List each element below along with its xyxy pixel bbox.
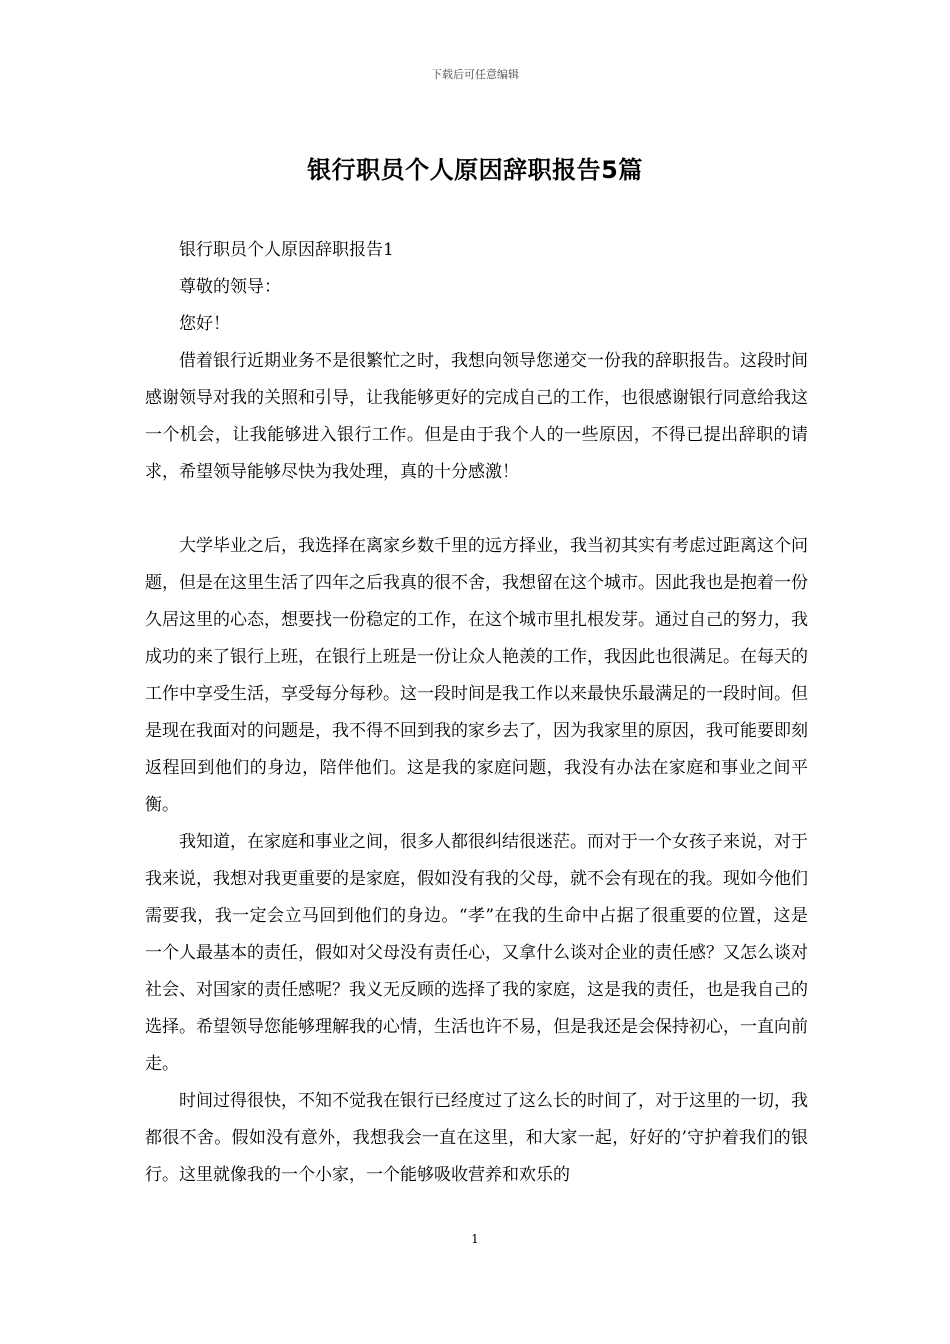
header-note: 下载后可任意编辑 — [431, 68, 519, 81]
paragraph-greeting: 您好！ — [179, 314, 230, 334]
document-title: 银行职员个人原因辞职报告5篇 — [307, 156, 643, 184]
paragraph-body: 我知道，在家庭和事业之间，很多人都很纠结很迷茫。而对于一个女孩子来说，对于我来说，我想对我更重要的是家庭，假如没有我的父母，就不会有现在的我。现如今他们需要我，我一定会立马回到他们的身边。“孝”在我的生命中占据了很重要的位置，这是一个人最基本的责任，假如对父母没有责任心，又拿什么谈对企业的责任感？又怎么谈对社会、对国家的责任感呢？我义无反顾的选择了我的家庭，这是我的责任，也是我自己的选择。希望领导您能够理解我的心情，生活也许不易，但是我还是会保持初心，一直向前走。 — [145, 832, 808, 1074]
paragraph-body: 时间过得很快，不知不觉我在银行已经度过了这么长的时间了，对于这里的一切，我都很不舍。假如没有意外，我想我会一直在这里，和大家一起，好好的’守护着我们的银行。这里就像我的一个小家，一个能够吸收营养和欢乐的 — [145, 1091, 808, 1185]
paragraph-body: 借着银行近期业务不是很繁忙之时，我想向领导您递交一份我的辞职报告。这段时间感谢领导对我的关照和引导，让我能够更好的完成自己的工作，也很感谢银行同意给我这一个机会，让我能够进入银行工作。但是由于我个人的一些原因，不得已提出辞职的请求，希望领导能够尽快为我处理，真的十分感激！ — [145, 351, 808, 482]
document-body — [145, 232, 808, 1194]
page-number: 1 — [471, 1232, 479, 1246]
paragraph-blank — [145, 491, 808, 528]
paragraph-subtitle: 银行职员个人原因辞职报告1 — [179, 240, 394, 260]
paragraph-salutation: 尊敬的领导： — [179, 277, 281, 297]
paragraph-body: 大学毕业之后，我选择在离家乡数千里的远方择业，我当初其实有考虑过距离这个问题，但是在这里生活了四年之后我真的很不舍，我想留在这个城市。因此我也是抱着一份久居这里的心态，想要找一份稳定的工作，在这个城市里扎根发芽。通过自己的努力，我成功的来了银行上班，在银行上班是一份让众人艳羡的工作，我因此也很满足。在每天的工作中享受生活，享受每分每秒。这一段时间是我工作以来最快乐最满足的一段时间。但是现在我面对的问题是，我不得不回到我的家乡去了，因为我家里的原因，我可能要即刻返程回到他们的身边，陪伴他们。这是我的家庭问题，我没有办法在家庭和事业之间平衡。 — [145, 536, 808, 815]
